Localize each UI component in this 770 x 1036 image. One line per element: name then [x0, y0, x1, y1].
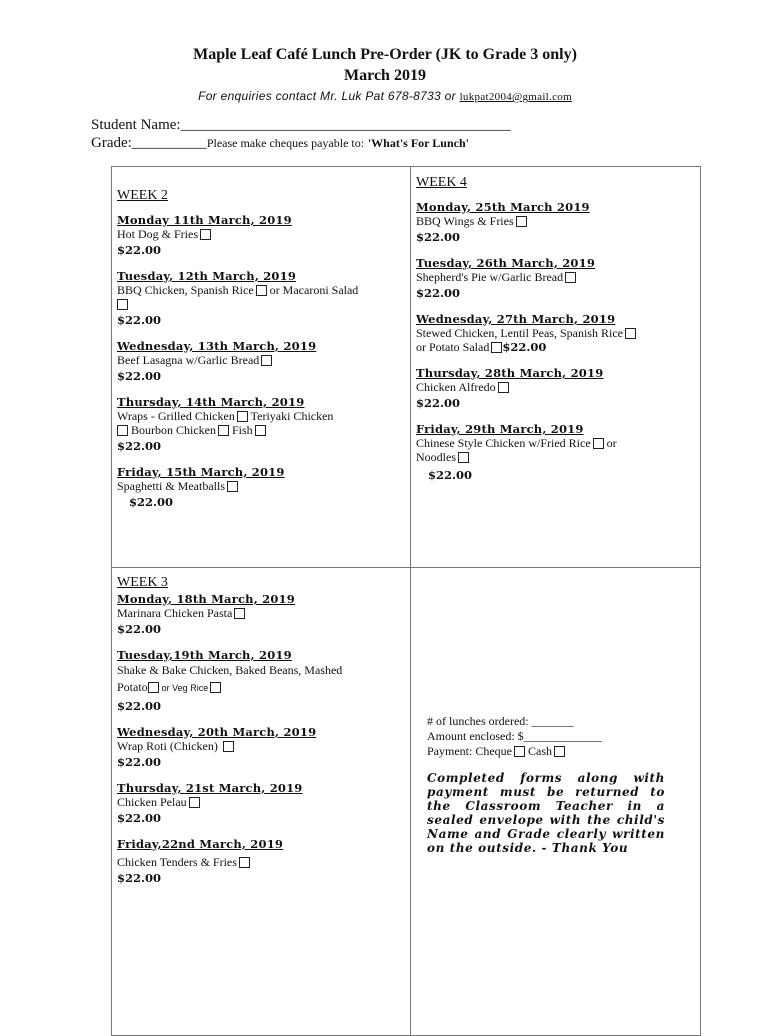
cheque-note: Please make cheques payable to: — [206, 136, 365, 150]
lunches-ordered-field: # of lunches ordered: _______ — [427, 714, 574, 728]
student-name-field: Student Name:____________________________________________ — [91, 117, 511, 133]
checkbox[interactable] — [256, 285, 267, 296]
week2-tue-item: BBQ Chicken, Spanish Rice or Macaroni Salad — [117, 283, 402, 311]
week3-wed-item: Wrap Roti (Chicken) — [117, 739, 402, 753]
week4-wed-price: $22.00 — [502, 340, 547, 354]
return-instructions: Completed forms along with payment must be returned to the Classroom Teacher in a sealed envelope with the child's Name and Grade clearly written on the outside. - Thank You — [427, 771, 665, 855]
week4-tue-item: Shepherd's Pie w/Garlic Bread — [416, 270, 698, 284]
grade-field: Grade:__________ — [91, 135, 207, 151]
week4-wed-item: Stewed Chicken, Lentil Peas, Spanish Rice or Potato Salad $22.00 — [416, 326, 698, 354]
checkbox[interactable] — [237, 411, 248, 422]
contact-text: For enquiries contact Mr. Luk Pat 678-8733 or — [198, 89, 456, 103]
week4-tue-price: $22.00 — [416, 286, 461, 300]
checkbox[interactable] — [593, 438, 604, 449]
week3-tue-price: $22.00 — [117, 699, 162, 713]
week4-fri-item: Chinese Style Chicken w/Fried Rice or Noodles — [416, 436, 617, 464]
checkbox[interactable] — [148, 682, 159, 693]
checkbox[interactable] — [234, 608, 245, 619]
amount-enclosed-field: Amount enclosed: $_____________ — [427, 729, 602, 743]
contact-line — [0, 89, 770, 103]
week3-mon-date: Monday, 18th March, 2019 — [117, 592, 295, 606]
contact-email: lukpat2004@gmail.com — [459, 91, 572, 103]
checkbox[interactable] — [565, 272, 576, 283]
checkbox[interactable] — [255, 425, 266, 436]
order-info-cell — [427, 714, 665, 855]
week2-wed-date: Wednesday, 13th March, 2019 — [117, 339, 317, 353]
week4-cell — [416, 176, 698, 482]
checkbox[interactable] — [117, 299, 128, 310]
week3-cell — [117, 576, 402, 885]
checkbox[interactable] — [491, 342, 502, 353]
week3-thu-date: Thursday, 21st March, 2019 — [117, 781, 303, 795]
table-divider-vertical — [410, 166, 411, 1036]
checkbox[interactable] — [239, 857, 250, 868]
week2-wed-price: $22.00 — [117, 369, 162, 383]
week4-fri-price: $22.00 — [428, 468, 473, 482]
page-subtitle-month: March 2019 — [344, 67, 426, 84]
week4-tue-date: Tuesday, 26th March, 2019 — [416, 256, 596, 270]
week2-fri-price: $22.00 — [129, 495, 174, 509]
week3-fri-item: Chicken Tenders & Fries — [117, 855, 402, 869]
week2-thu-price: $22.00 — [117, 439, 162, 453]
week3-mon-price: $22.00 — [117, 622, 162, 636]
week4-title: WEEK 4 — [416, 175, 467, 190]
week3-tue-item: Shake & Bake Chicken, Baked Beans, Mashed Potato or Veg Rice — [117, 663, 343, 694]
checkbox[interactable] — [261, 355, 272, 366]
week2-title: WEEK 2 — [117, 188, 168, 203]
table-divider-horizontal — [111, 567, 701, 568]
week2-mon-date: Monday 11th March, 2019 — [117, 213, 292, 227]
week3-wed-price: $22.00 — [117, 755, 162, 769]
week4-thu-price: $22.00 — [416, 396, 461, 410]
grade-line — [91, 135, 469, 152]
page-title: Maple Leaf Café Lunch Pre-Order (JK to Grade 3 only) — [193, 46, 577, 63]
week3-title: WEEK 3 — [117, 575, 168, 590]
week4-mon-date: Monday, 25th March 2019 — [416, 200, 590, 214]
week2-thu-date: Thursday, 14th March, 2019 — [117, 395, 305, 409]
week2-fri-date: Friday, 15th March, 2019 — [117, 465, 285, 479]
week3-fri-price: $22.00 — [117, 871, 162, 885]
week4-wed-date: Wednesday, 27th March, 2019 — [416, 312, 616, 326]
week2-fri-item: Spaghetti & Meatballs — [117, 479, 402, 493]
week4-thu-date: Thursday, 28th March, 2019 — [416, 366, 604, 380]
cheque-checkbox[interactable] — [514, 746, 525, 757]
week3-tue-date: Tuesday,19th March, 2019 — [117, 648, 292, 662]
week2-wed-item: Beef Lasagna w/Garlic Bread — [117, 353, 402, 367]
checkbox[interactable] — [117, 425, 128, 436]
week4-thu-item: Chicken Alfredo — [416, 380, 698, 394]
cheque-payee: 'What's For Lunch' — [367, 136, 469, 150]
week3-thu-item: Chicken Pelau — [117, 795, 402, 809]
week3-fri-date: Friday,22nd March, 2019 — [117, 837, 284, 851]
week4-mon-price: $22.00 — [416, 230, 461, 244]
week2-thu-item: Wraps - Grilled Chicken Teriyaki Chicken Bourbon Chicken Fish — [117, 409, 334, 437]
checkbox[interactable] — [498, 382, 509, 393]
week2-mon-item: Hot Dog & Fries — [117, 227, 402, 241]
checkbox[interactable] — [227, 481, 238, 492]
checkbox[interactable] — [210, 682, 221, 693]
week3-wed-date: Wednesday, 20th March, 2019 — [117, 725, 317, 739]
week2-mon-price: $22.00 — [117, 243, 162, 257]
week2-cell — [117, 189, 402, 509]
payment-field: Payment: Cheque Cash — [427, 744, 665, 759]
checkbox[interactable] — [218, 425, 229, 436]
week2-tue-price: $22.00 — [117, 313, 162, 327]
cash-checkbox[interactable] — [554, 746, 565, 757]
week2-tue-date: Tuesday, 12th March, 2019 — [117, 269, 297, 283]
week3-thu-price: $22.00 — [117, 811, 162, 825]
week3-mon-item: Marinara Chicken Pasta — [117, 606, 402, 620]
checkbox[interactable] — [458, 452, 469, 463]
checkbox[interactable] — [200, 229, 211, 240]
checkbox[interactable] — [189, 797, 200, 808]
checkbox[interactable] — [625, 328, 636, 339]
week4-fri-date: Friday, 29th March, 2019 — [416, 422, 584, 436]
week4-mon-item: BBQ Wings & Fries — [416, 214, 698, 228]
checkbox[interactable] — [223, 741, 234, 752]
checkbox[interactable] — [516, 216, 527, 227]
